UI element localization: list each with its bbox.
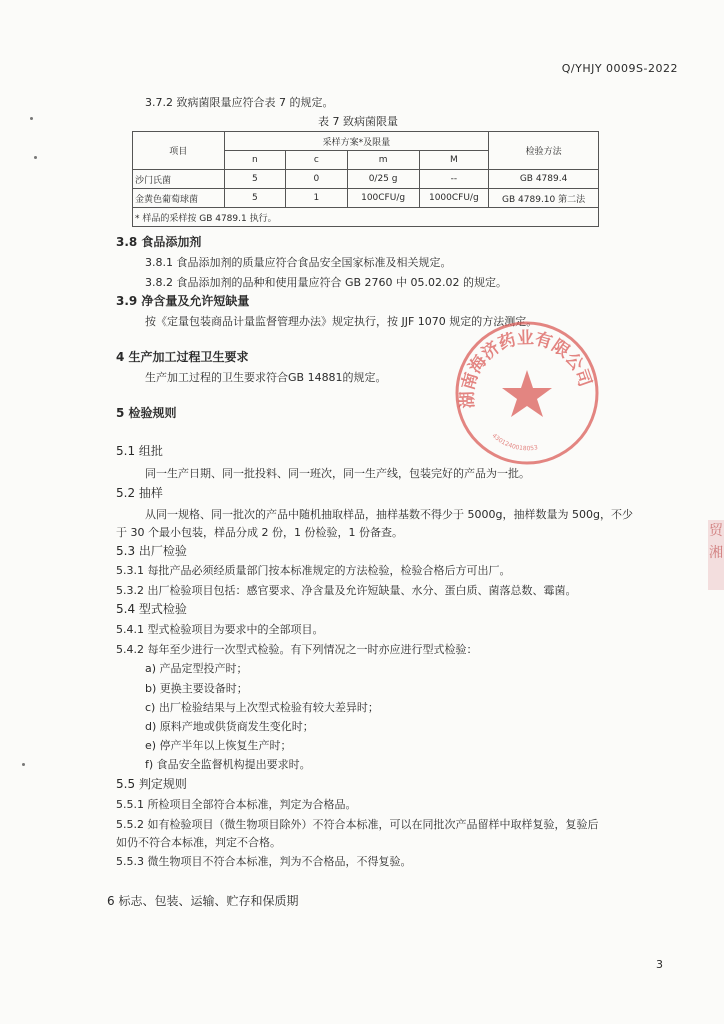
- clause-5-5-2-line2: 如仍不符合本标准，判定不合格。: [116, 836, 281, 849]
- seal-star-icon: [502, 370, 552, 417]
- edge-char-2: 湘: [709, 545, 723, 561]
- scan-speck: [30, 117, 33, 120]
- cell-m: 0/25 g: [347, 170, 419, 189]
- header-item: 项目: [133, 132, 225, 170]
- seal-code: 4301240018053: [490, 432, 539, 453]
- clause-5-2-line1: 从同一规格、同一批次的产品中随机抽取样品，抽样基数不得少于 5000g，抽样数量为 500g，不少: [145, 508, 633, 521]
- scan-speck: [34, 156, 37, 159]
- clause-5-3-2: 5.3.2 出厂检验项目包括：感官要求、净含量及允许短缺量、水分、蛋白质、菌落总数、霉菌。: [116, 584, 577, 597]
- clause-3-7-2: 3.7.2 致病菌限量应符合表 7 的规定。: [145, 96, 334, 109]
- cell-method: GB 4789.10 第二法: [489, 189, 599, 208]
- cell-M: --: [419, 170, 489, 189]
- edge-char-1: 贸: [709, 523, 723, 539]
- heading-4: 4 生产加工过程卫生要求: [116, 350, 249, 364]
- clause-5-4-2: 5.4.2 每年至少进行一次型式检验。有下列情况之一时亦应进行型式检验：: [116, 643, 478, 656]
- subheader-n: n: [224, 151, 286, 170]
- scan-speck: [22, 763, 25, 766]
- clause-3-8-2: 3.8.2 食品添加剂的品种和使用量应符合 GB 2760 中 05.02.02 的规定。: [145, 276, 508, 289]
- document-code: Q/YHJY 0009S-2022: [561, 62, 678, 75]
- cell-item: 金黄色葡萄球菌: [133, 189, 225, 208]
- list-item-f: f) 食品安全监督机构提出要求时。: [145, 758, 311, 771]
- clause-5-5-2-line1: 5.5.2 如有检验项目（微生物项目除外）不符合本标准，可以在同批次产品留样中取样复验，复验后: [116, 818, 599, 831]
- clause-5-4-1: 5.4.1 型式检验项目为要求中的全部项目。: [116, 623, 324, 636]
- clause-4-text: 生产加工过程的卫生要求符合GB 14881的规定。: [145, 371, 387, 384]
- seal-text: 湖南海济药业有限公司: [457, 328, 595, 409]
- clause-5-5-1: 5.5.1 所检项目全部符合本标准，判定为合格品。: [116, 798, 357, 811]
- pathogen-limit-table: [132, 131, 599, 227]
- clause-3-8-1: 3.8.1 食品添加剂的质量应符合食品安全国家标准及相关规定。: [145, 256, 452, 269]
- list-item-e: e) 停产半年以上恢复生产时；: [145, 739, 292, 752]
- list-item-d: d) 原料产地或供货商发生变化时；: [145, 720, 314, 733]
- clause-5-2-line2: 于 30 个最小包装，样品分成 2 份，1 份检验，1 份备查。: [116, 526, 403, 539]
- cell-item: 沙门氏菌: [133, 170, 225, 189]
- heading-5-2: 5.2 抽样: [116, 486, 163, 500]
- heading-5-1: 5.1 组批: [116, 444, 163, 458]
- heading-5: 5 检验规则: [116, 406, 177, 420]
- clause-5-1-text: 同一生产日期、同一批投料、同一班次，同一生产线，包装完好的产品为一批。: [145, 467, 530, 480]
- cell-c: 0: [286, 170, 348, 189]
- heading-3-8: 3.8 食品添加剂: [116, 235, 202, 249]
- cell-M: 1000CFU/g: [419, 189, 489, 208]
- table-note: * 样品的采样按 GB 4789.1 执行。: [133, 208, 599, 227]
- subheader-m: m: [347, 151, 419, 170]
- cell-method: GB 4789.4: [489, 170, 599, 189]
- cell-n: 5: [224, 189, 286, 208]
- clause-5-5-3: 5.5.3 微生物项目不符合本标准，判为不合格品，不得复验。: [116, 855, 412, 868]
- heading-5-5: 5.5 判定规则: [116, 777, 187, 791]
- clause-3-9-text: 按《定量包装商品计量监督管理办法》规定执行，按 JJF 1070 规定的方法测定。: [145, 315, 538, 328]
- clause-5-3-1: 5.3.1 每批产品必须经质量部门按本标准规定的方法检验，检验合格后方可出厂。: [116, 564, 511, 577]
- cell-c: 1: [286, 189, 348, 208]
- header-sampling-plan: 采样方案*及限量: [224, 132, 489, 151]
- page-number: 3: [656, 958, 663, 971]
- list-item-c: c) 出厂检验结果与上次型式检验有较大差异时；: [145, 701, 379, 714]
- cell-m: 100CFU/g: [347, 189, 419, 208]
- company-seal: [452, 318, 602, 468]
- subheader-c: c: [286, 151, 348, 170]
- heading-5-3: 5.3 出厂检验: [116, 544, 187, 558]
- subheader-M: M: [419, 151, 489, 170]
- edge-seal-fragment: [708, 520, 724, 590]
- heading-5-4: 5.4 型式检验: [116, 602, 187, 616]
- table-title: 表 7 致病菌限量: [318, 115, 398, 128]
- header-method: 检验方法: [489, 132, 599, 170]
- list-item-b: b) 更换主要设备时；: [145, 682, 248, 695]
- heading-6: 6 标志、包装、运输、贮存和保质期: [107, 894, 299, 908]
- list-item-a: a) 产品定型投产时；: [145, 662, 248, 675]
- table-row: [133, 170, 599, 189]
- table-row: [133, 189, 599, 208]
- heading-3-9: 3.9 净含量及允许短缺量: [116, 294, 250, 308]
- cell-n: 5: [224, 170, 286, 189]
- svg-text:4301240018053: [491, 432, 539, 452]
